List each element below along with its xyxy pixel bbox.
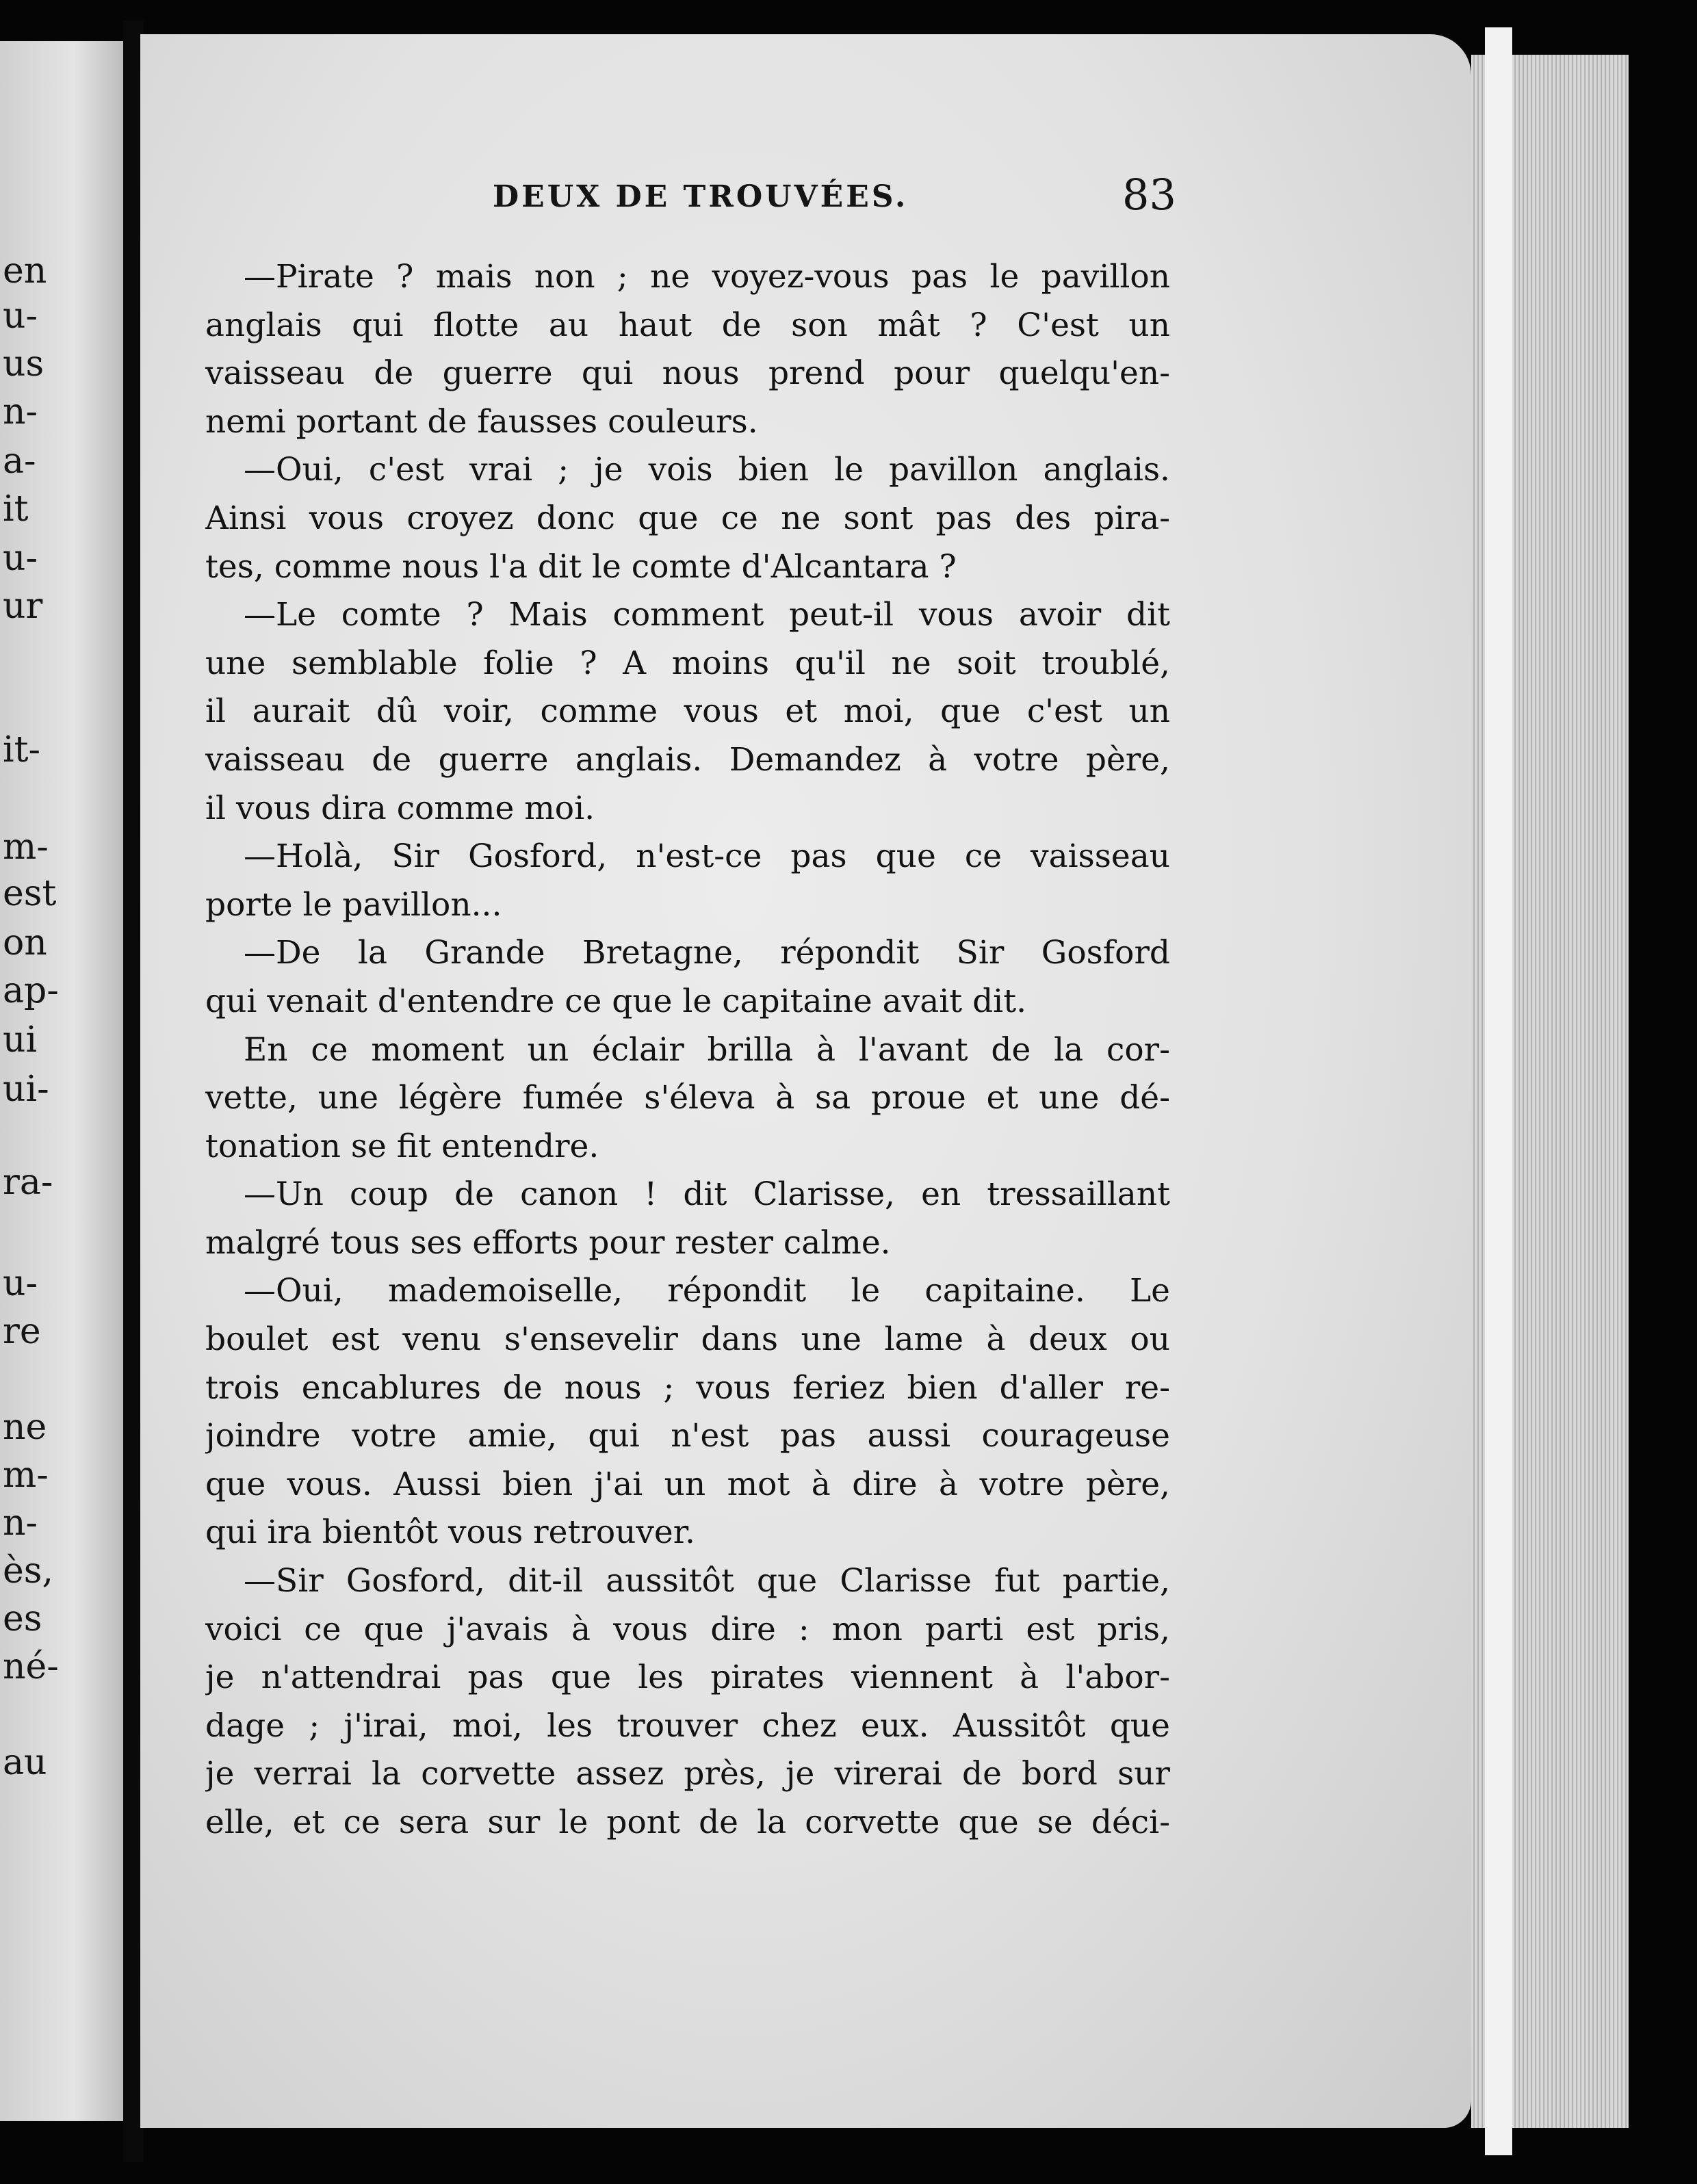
text-line: —Le comte ? Mais comment peut-il vous avoir dit — [244, 596, 1170, 634]
page-edge-highlight — [1485, 27, 1512, 2155]
text-line: joindre votre amie, qui n'est pas aussi courageuse — [205, 1417, 1170, 1455]
left-page-fragment: ui- — [3, 1069, 49, 1110]
left-page-fragment: n- — [3, 1503, 38, 1544]
text-line: il vous dira comme moi. — [205, 789, 595, 827]
left-page-fragment: au — [3, 1742, 47, 1783]
text-line: elle, et ce sera sur le pont de la corvette que se déci- — [205, 1804, 1170, 1841]
left-page-fragment: re — [3, 1311, 41, 1352]
left-page-fragment: us — [3, 343, 44, 385]
text-line: que vous. Aussi bien j'ai un mot à dire à votre père, — [205, 1465, 1170, 1503]
text-line: tes, comme nous l'a dit le comte d'Alcantara ? — [205, 547, 957, 586]
text-line: tonation se fit entendre. — [205, 1127, 599, 1165]
body-text — [205, 253, 1170, 1847]
text-line: porte le pavillon... — [205, 885, 502, 924]
left-page-fragment: a- — [3, 441, 36, 482]
left-page-fragment: ès, — [3, 1550, 53, 1591]
text-line: trois encablures de nous ; vous feriez bien d'aller re- — [205, 1368, 1170, 1407]
text-line: nemi portant de fausses couleurs. — [205, 402, 758, 441]
text-line: malgré tous ses efforts pour rester calme. — [205, 1223, 891, 1262]
left-page-fragment: m- — [3, 827, 49, 868]
text-line: vaisseau de guerre anglais. Demandez à votre père, — [205, 740, 1170, 779]
text-line: —Un coup de canon ! dit Clarisse, en tressaillant — [244, 1175, 1170, 1214]
left-page-fragment: ur — [3, 586, 43, 627]
left-page-fragment: né- — [3, 1646, 59, 1687]
left-page-fragment: u- — [3, 538, 38, 579]
text-line: qui ira bientôt vous retrouver. — [205, 1513, 695, 1552]
text-line: —Sir Gosford, dit-il aussitôt que Clarisse fut partie, — [244, 1562, 1170, 1600]
left-page-fragment: en — [3, 250, 47, 291]
text-line: voici ce que j'avais à vous dire : mon parti est pris, — [205, 1610, 1170, 1648]
text-line: —De la Grande Bretagne, répondit Sir Gosford — [244, 934, 1170, 972]
text-line: —Oui, c'est vrai ; je vois bien le pavillon anglais. — [244, 451, 1170, 489]
text-line: dage ; j'irai, moi, les trouver chez eux. Aussitôt que — [205, 1706, 1170, 1745]
left-page-fragment: ap- — [3, 970, 59, 1011]
text-line: boulet est venu s'ensevelir dans une lame à deux ou — [205, 1321, 1170, 1359]
left-page-fragment: on — [3, 922, 47, 963]
page-number: 83 — [1122, 170, 1176, 220]
text-line: une semblable folie ? A moins qu'il ne soit troublé, — [205, 644, 1170, 682]
left-page-fragment: ui — [3, 1019, 38, 1061]
text-line: anglais qui flotte au haut de son mât ? C'est un — [205, 306, 1170, 344]
left-page-fragment: ne — [3, 1407, 47, 1448]
running-title: DEUX DE TROUVÉES. — [493, 179, 909, 214]
text-line: qui venait d'entendre ce que le capitaine avait dit. — [205, 982, 1027, 1020]
text-line: —Pirate ? mais non ; ne voyez-vous pas le pavillon — [244, 258, 1170, 296]
left-page-fragment: es — [3, 1598, 42, 1639]
left-page-fragment: u- — [3, 1263, 38, 1304]
left-page-fragment: m- — [3, 1455, 49, 1496]
text-line: je verrai la corvette assez près, je virerai de bord sur — [205, 1755, 1170, 1793]
left-page-fragment: ra- — [3, 1162, 53, 1203]
text-line: —Holà, Sir Gosford, n'est-ce pas que ce vaisseau — [244, 837, 1170, 876]
text-line: Ainsi vous croyez donc que ce ne sont pas des pira- — [205, 499, 1170, 537]
text-line: je n'attendrai pas que les pirates viennent à l'abor- — [205, 1659, 1170, 1697]
text-line: —Oui, mademoiselle, répondit le capitaine. Le — [244, 1272, 1170, 1310]
left-page-fragment: n- — [3, 391, 38, 432]
text-line: il aurait dû voir, comme vous et moi, que c'est un — [205, 692, 1170, 731]
text-line: vette, une légère fumée s'éleva à sa proue et une dé- — [205, 1079, 1170, 1117]
text-line: En ce moment un éclair brilla à l'avant de la cor- — [244, 1030, 1170, 1069]
left-page-fragment: est — [3, 873, 57, 914]
left-page-fragment: u- — [3, 296, 38, 337]
left-page-fragment: it — [3, 489, 29, 530]
text-line: vaisseau de guerre qui nous prend pour quelqu'en- — [205, 354, 1170, 393]
left-page-fragment: it- — [3, 729, 41, 770]
